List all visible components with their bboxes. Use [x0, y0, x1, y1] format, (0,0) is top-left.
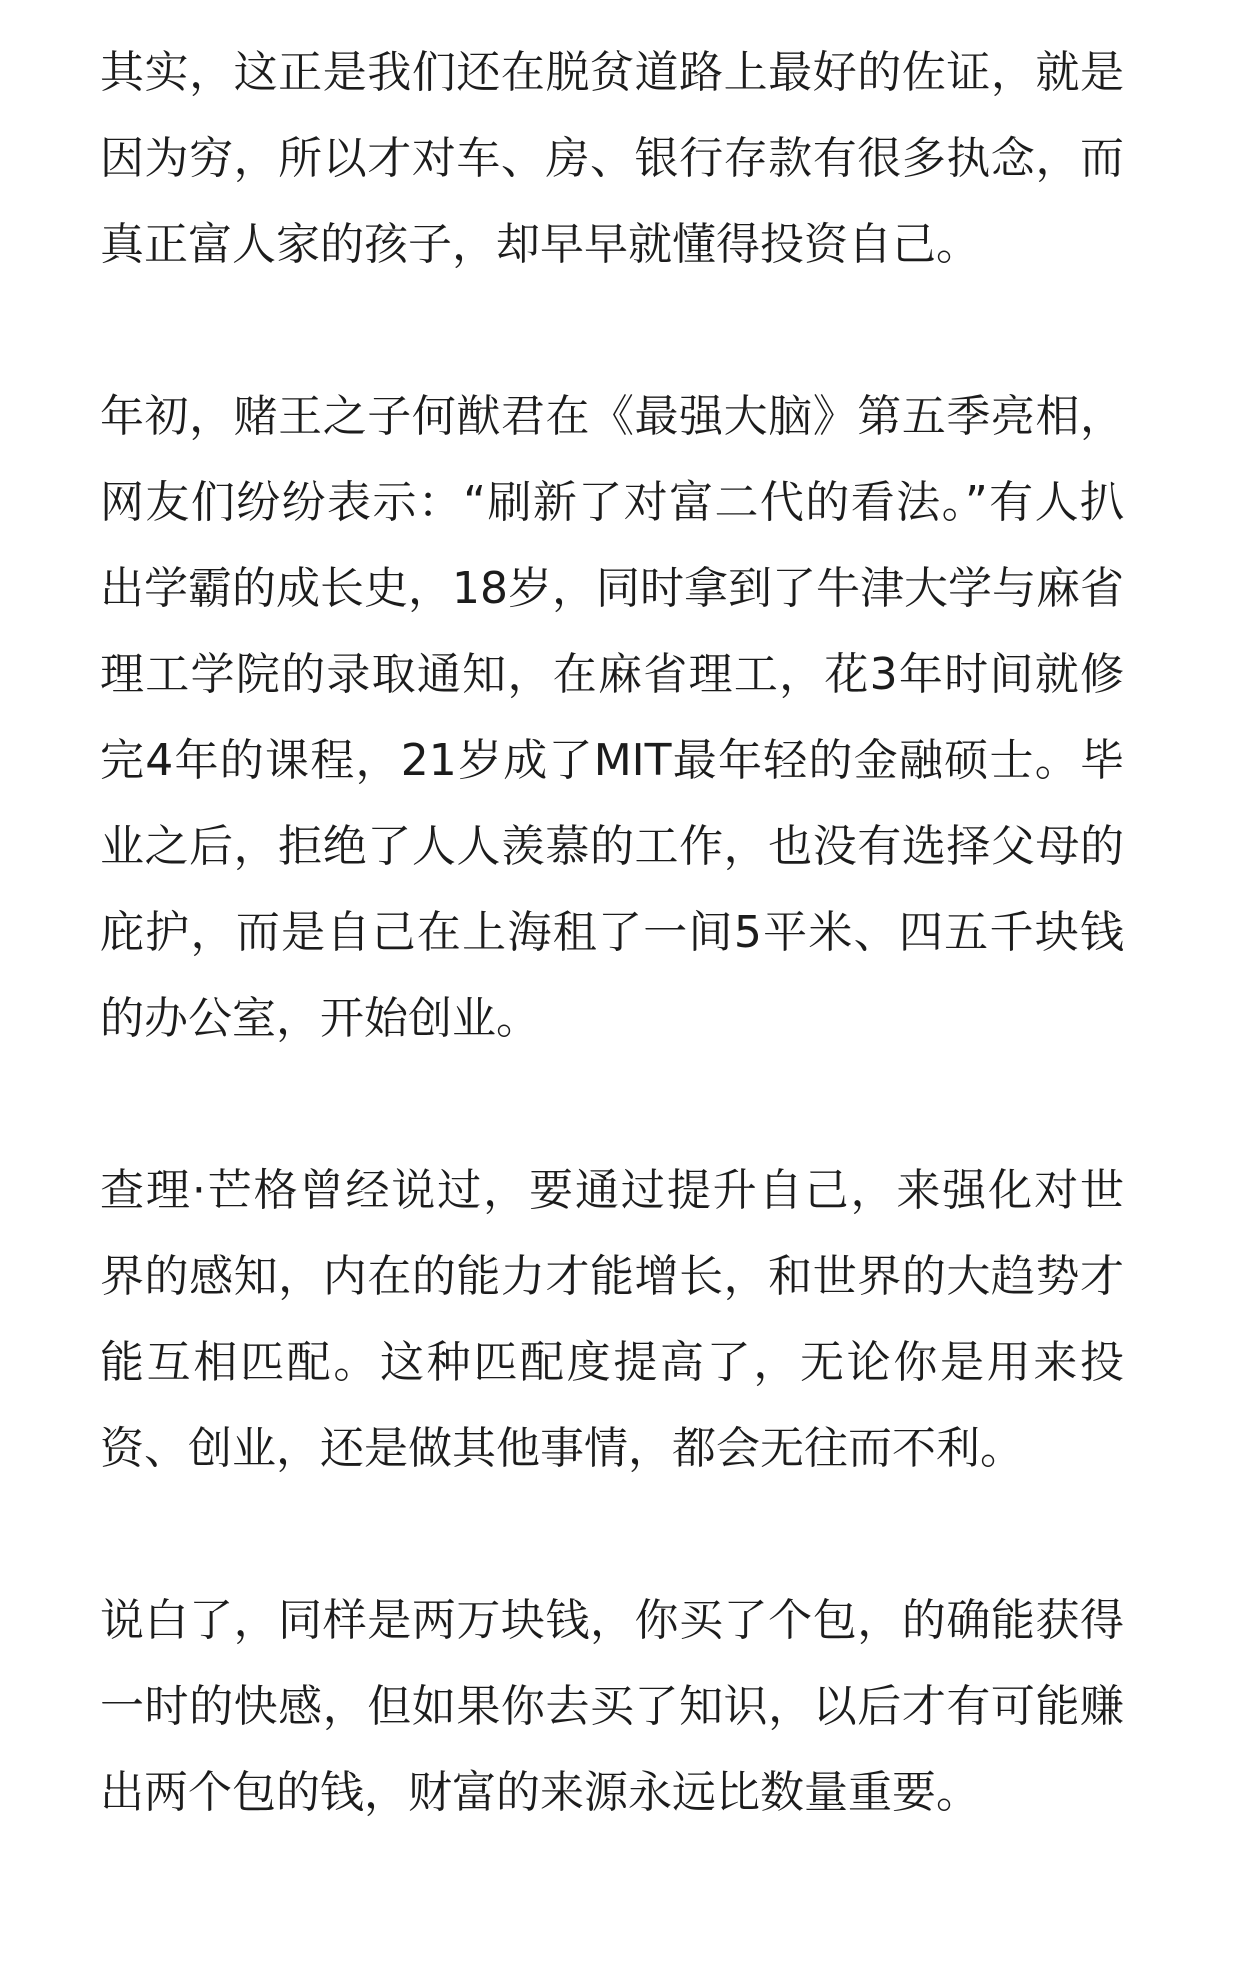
paragraph-1: 其实，这正是我们还在脱贫道路上最好的佐证，就是因为穷，所以才对车、房、银行存款有很多执念，而真正富人家的孩子，却早早就懂得投资自己。	[100, 47, 1124, 270]
paragraph-3: 查理·芒格曾经说过，要通过提升自己，来强化对世界的感知，内在的能力才能增长，和世界的大趋势才能互相匹配。这种匹配度提高了，无论你是用来投资、创业，还是做其他事情，都会无往而不利。	[100, 1165, 1124, 1474]
paragraph-4: 说白了，同样是两万块钱，你买了个包，的确能获得一时的快感，但如果你去买了知识，以后才有可能赚出两个包的钱，财富的来源永远比数量重要。	[100, 1595, 1124, 1818]
paragraph-2: 年初，赌王之子何猷君在《最强大脑》第五季亮相，网友们纷纷表示：“刷新了对富二代的看法。”有人扒出学霸的成长史，18岁，同时拿到了牛津大学与麻省理工学院的录取通知，在麻省理工，花3年时间就修完4年的课程，21岁成了MIT最年轻的金融硕士。毕业之后，拒绝了人人羡慕的工作，也没有选择父母的庇护，而是自己在上海租了一间5平米、四五千块钱的办公室，开始创业。	[100, 391, 1124, 1044]
article-body	[100, 30, 1124, 1836]
